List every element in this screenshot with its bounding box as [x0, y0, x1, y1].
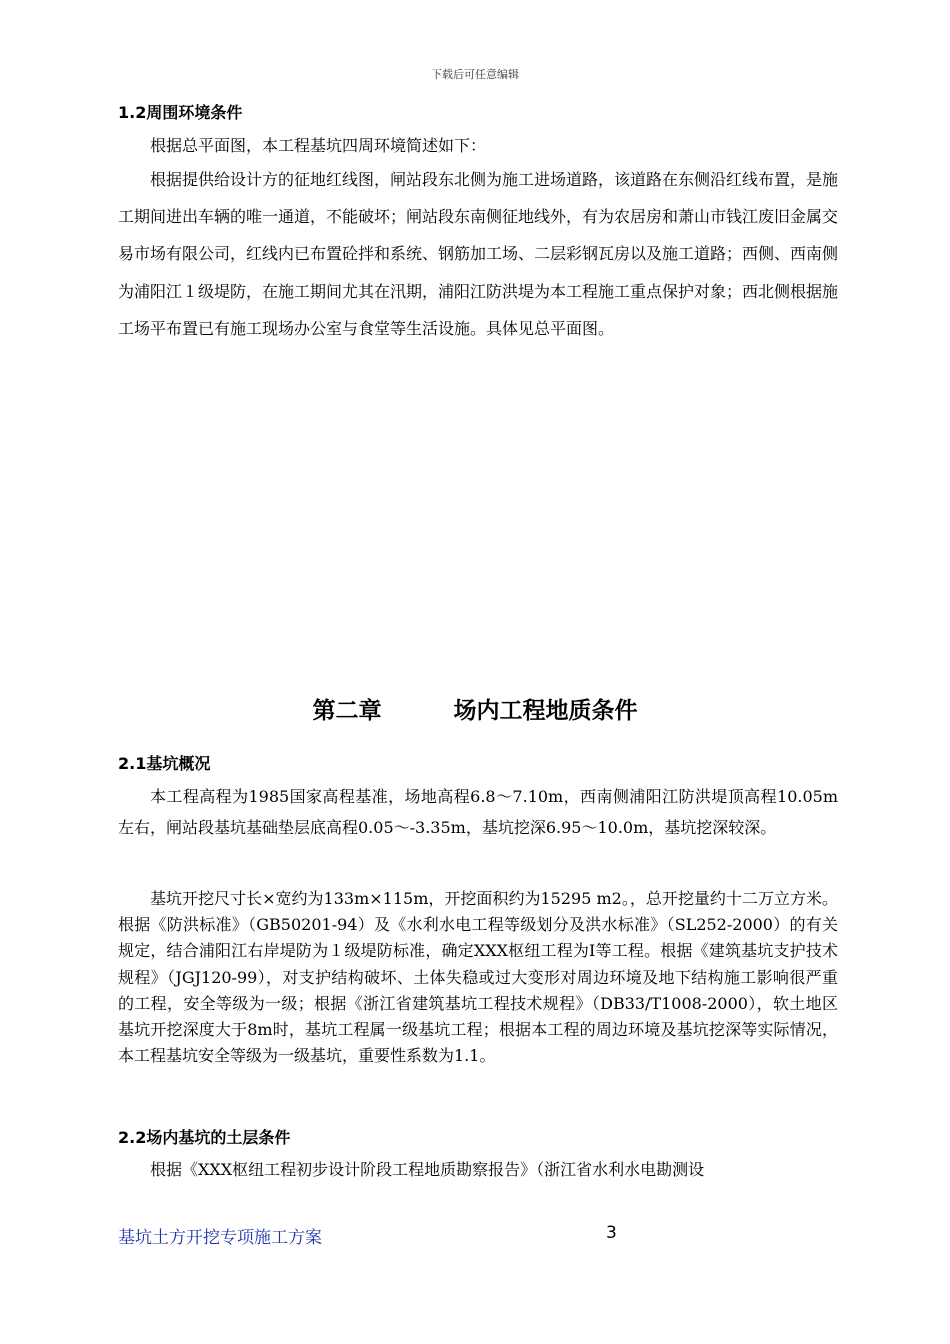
section-heading-2-1: 2.1基坑概况 — [118, 754, 211, 773]
section-heading-1-2: 1.2周围环境条件 — [118, 103, 243, 122]
footer-document-title: 基坑土方开挖专项施工方案 — [118, 1228, 322, 1248]
section-1-2-body: 根据提供给设计方的征地红线图，闸站段东北侧为施工进场道路，该道路在东侧沿红线布置，是施工期间进出车辆的唯一通道，不能破坏；闸站段东南侧征地线外，有为农居房和萧山市钱江废旧金属交易市场有限公司，红线内已布置砼拌和系统、钢筋加工场、二层彩钢瓦房以及施工道路；西侧、西南侧为浦阳江１级堤防，在施工期间尤其在汛期，浦阳江防洪堤为本工程施工重点保护对象；西北侧根据施工场平布置已有施工现场办公室与食堂等生活设施。具体见总平面图。 — [118, 170, 839, 338]
chapter-heading — [0, 692, 950, 725]
section-2-2-para-1: 根据《XXX枢纽工程初步设计阶段工程地质勘察报告》（浙江省水利水电勘测设 — [150, 1160, 705, 1179]
section-1-2-intro: 根据总平面图，本工程基坑四周环境简述如下： — [150, 136, 487, 155]
section-2-1-para-2: 基坑开挖尺寸长×宽约为133m×115m，开挖面积约为15295 m2。，总开挖量约十二万立方米。根据《防洪标准》（GB50201-94）及《水利水电工程等级划分及洪水标准》（SL252-2000）的有关规定，结合浦阳江右岸堤防为１级堤防标准，确定XXX枢纽工程为Ⅰ等工程。根据《建筑基坑支护技术规程》（JGJ120-99），对支护结构破坏、土体失稳或过大变形对周边环境及地下结构施工影响很严重的工程，安全等级为一级；根据《浙江省建筑基坑工程技术规程》（DB33/T1008-2000），软土地区基坑开挖深度大于8m时，基坑工程属一级基坑工程；根据本工程的周边环境及基坑挖深等实际情况，本工程基坑安全等级为一级基坑，重要性系数为1.1。 — [118, 889, 838, 1066]
footer-page-number: 3 — [606, 1223, 617, 1243]
section-2-1-para-1: 本工程高程为1985国家高程基准，场地高程6.8～7.10m，西南侧浦阳江防洪堤顶高程10.05m左右，闸站段基坑基础垫层底高程0.05～-3.35m，基坑挖深6.95～10.0m，基坑挖深较深。 — [118, 787, 838, 837]
header-note: 下载后可任意编辑 — [431, 68, 519, 81]
chapter-number: 第二章 — [312, 698, 382, 724]
chapter-title: 场内工程地质条件 — [453, 698, 638, 724]
section-heading-2-2: 2.2场内基坑的土层条件 — [118, 1128, 291, 1147]
